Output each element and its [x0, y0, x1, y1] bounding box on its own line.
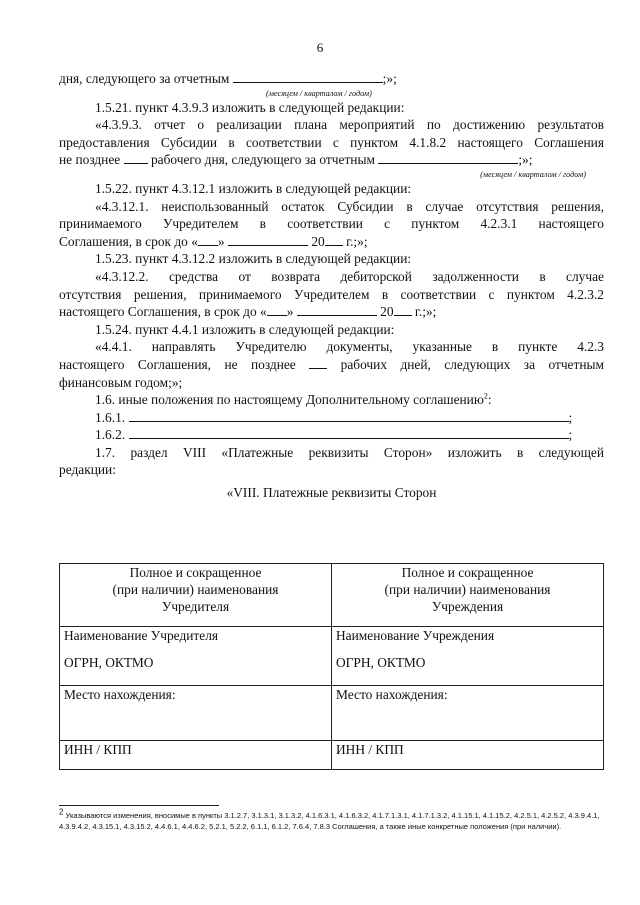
line-text: 1.6.1.: [95, 409, 126, 425]
cell-text: ОГРН, ОКТМО: [64, 655, 154, 670]
line-text: 1.6. иные положения по настоящему Дополнительному соглашению: [95, 392, 484, 408]
text-line: финансовым годом;»;: [59, 374, 183, 390]
text-line: предоставления Субсидии в соответствии с пунктом 4.1.8.2 настоящего Соглашения: [59, 134, 604, 150]
text-line: [59, 409, 604, 427]
blank-field: [233, 70, 383, 83]
table-header-right: [332, 564, 604, 627]
cell-text: Наименование Учредителя: [64, 628, 219, 643]
table-row: [60, 686, 604, 741]
text-line: [59, 303, 604, 321]
blank-field: [378, 151, 518, 164]
requisites-table: [59, 563, 604, 770]
line-text: ;»;: [518, 152, 533, 168]
blank-field: [129, 426, 569, 439]
text-line: 1.5.22. пункт 4.3.12.1 изложить в следующей редакции:: [95, 180, 412, 196]
line-text: настоящего Соглашения, в срок до «: [59, 304, 267, 320]
text-line: «4.3.12.2. средства от возврата дебиторской задолженности в случае: [95, 268, 604, 284]
line-text: не позднее: [59, 152, 121, 168]
text-line: принимаемого Учредителем в соответствии с пунктом 4.2.3.1 настоящего: [59, 216, 604, 232]
line-text: 20: [380, 304, 394, 320]
text-line: [59, 151, 604, 169]
text-line: отсутствия решения, принимаемого Учредителем в соответствии с пунктом 4.2.3.2: [59, 286, 604, 302]
line-text: г.;»;: [414, 304, 437, 320]
table-row: [60, 564, 604, 627]
line-text: г.;»;: [346, 233, 368, 249]
blank-field: [267, 303, 287, 316]
blank-field: [124, 151, 148, 164]
line-text: рабочих дней, следующих за отчетным: [340, 356, 604, 372]
line-text: ;: [568, 427, 573, 443]
text-line: «4.3.12.1. неиспользованный остаток Субсидии в случае отсутствия решения,: [95, 198, 604, 214]
footnote-marker: 2: [59, 807, 64, 817]
blank-field: [129, 409, 569, 422]
header-line: (при наличии) наименования: [112, 582, 279, 597]
table-row: [60, 741, 604, 770]
line-text: дня, следующего за отчетным: [59, 71, 230, 86]
blank-field: [309, 356, 327, 369]
header-line: (при наличии) наименования: [384, 582, 551, 597]
founder-inn-cell: ИНН / КПП: [60, 741, 332, 770]
text-line: [59, 426, 604, 444]
footnote-divider: [59, 805, 219, 806]
line-text: :: [487, 392, 492, 408]
footnote-text: Указываются изменения, вносимые в пункты 3.1.2.7, 3.1.3.1, 3.1.3.2, 4.1.6.3.1, 4.1.6.3.2, 4.1.7.1.3.1, 4.1.7.1.3.2, 4.1.15.1, 4.1.15.2, 4.2.5.1, 4.2.5.2, 4.3.9.4.1, 4.3.9.4.2, 4.3.15.1, 4.3.15.2, 4.4.6.1, 4.4.6.2, 5.2.1, 5.2.2, 6.1.1, 6.1.2, 7.6.4, 7.8.3 Соглашения, а также иные конкретные положения (при наличии).: [59, 811, 600, 831]
header-line: Учредителя: [161, 599, 230, 614]
text-line: [59, 391, 604, 409]
line-text: »: [286, 304, 294, 320]
footnote-ref: 2: [483, 391, 488, 401]
blank-field: [325, 233, 343, 246]
line-text: 20: [311, 233, 325, 249]
text-line: редакции:: [59, 462, 116, 478]
line-text: ;: [568, 409, 573, 425]
section-title: «VIII. Платежные реквизиты Сторон: [226, 485, 437, 501]
line-text: ;»;: [382, 71, 397, 86]
institution-address-cell: Место нахождения:: [332, 686, 604, 741]
body-text: [59, 70, 604, 502]
header-line: Учреждения: [431, 599, 504, 614]
cell-text: ОГРН, ОКТМО: [336, 655, 426, 670]
table-header-left: [60, 564, 332, 627]
institution-inn-cell: ИНН / КПП: [332, 741, 604, 770]
blank-field: [228, 233, 308, 246]
header-line: Полное и сокращенное: [129, 565, 262, 580]
line-text: 1.6.2.: [95, 427, 126, 443]
text-line: «4.3.9.3. отчет о реализации плана мероприятий по достижению результатов: [95, 117, 604, 133]
blank-field: [198, 233, 218, 246]
blank-field: [297, 303, 377, 316]
line-text: настоящего Соглашения, не позднее: [59, 356, 296, 372]
text-line: [59, 70, 604, 88]
table-row: [60, 627, 604, 686]
text-line: 1.5.23. пункт 4.3.12.2 изложить в следующей редакции:: [95, 251, 412, 267]
blank-field: [394, 303, 412, 316]
page-number: 6: [316, 40, 324, 55]
cell-text: Наименование Учреждения: [336, 628, 495, 643]
line-text: »: [217, 233, 225, 249]
institution-name-cell: [332, 627, 604, 686]
text-line: 1.5.24. пункт 4.4.1 изложить в следующей редакции:: [95, 321, 395, 337]
header-line: Полное и сокращенное: [401, 565, 534, 580]
text-line: [59, 356, 604, 374]
text-line: «4.4.1. направлять Учредителю документы, указанные в пункте 4.2.3: [95, 339, 604, 355]
founder-address-cell: Место нахождения:: [60, 686, 332, 741]
founder-name-cell: [60, 627, 332, 686]
text-line: 1.5.21. пункт 4.3.9.3 изложить в следующей редакции:: [95, 99, 405, 115]
line-text: Соглашения, в срок до «: [59, 233, 198, 249]
text-line: 1.7. раздел VIII «Платежные реквизиты Сторон» изложить в следующей: [95, 444, 604, 460]
field-caption: (месяцем / кварталом / годом): [266, 88, 372, 98]
text-line: [59, 233, 604, 251]
footnote: [59, 807, 611, 832]
field-caption: (месяцем / кварталом / годом): [480, 169, 586, 179]
line-text: рабочего дня, следующего за отчетным: [150, 152, 375, 168]
